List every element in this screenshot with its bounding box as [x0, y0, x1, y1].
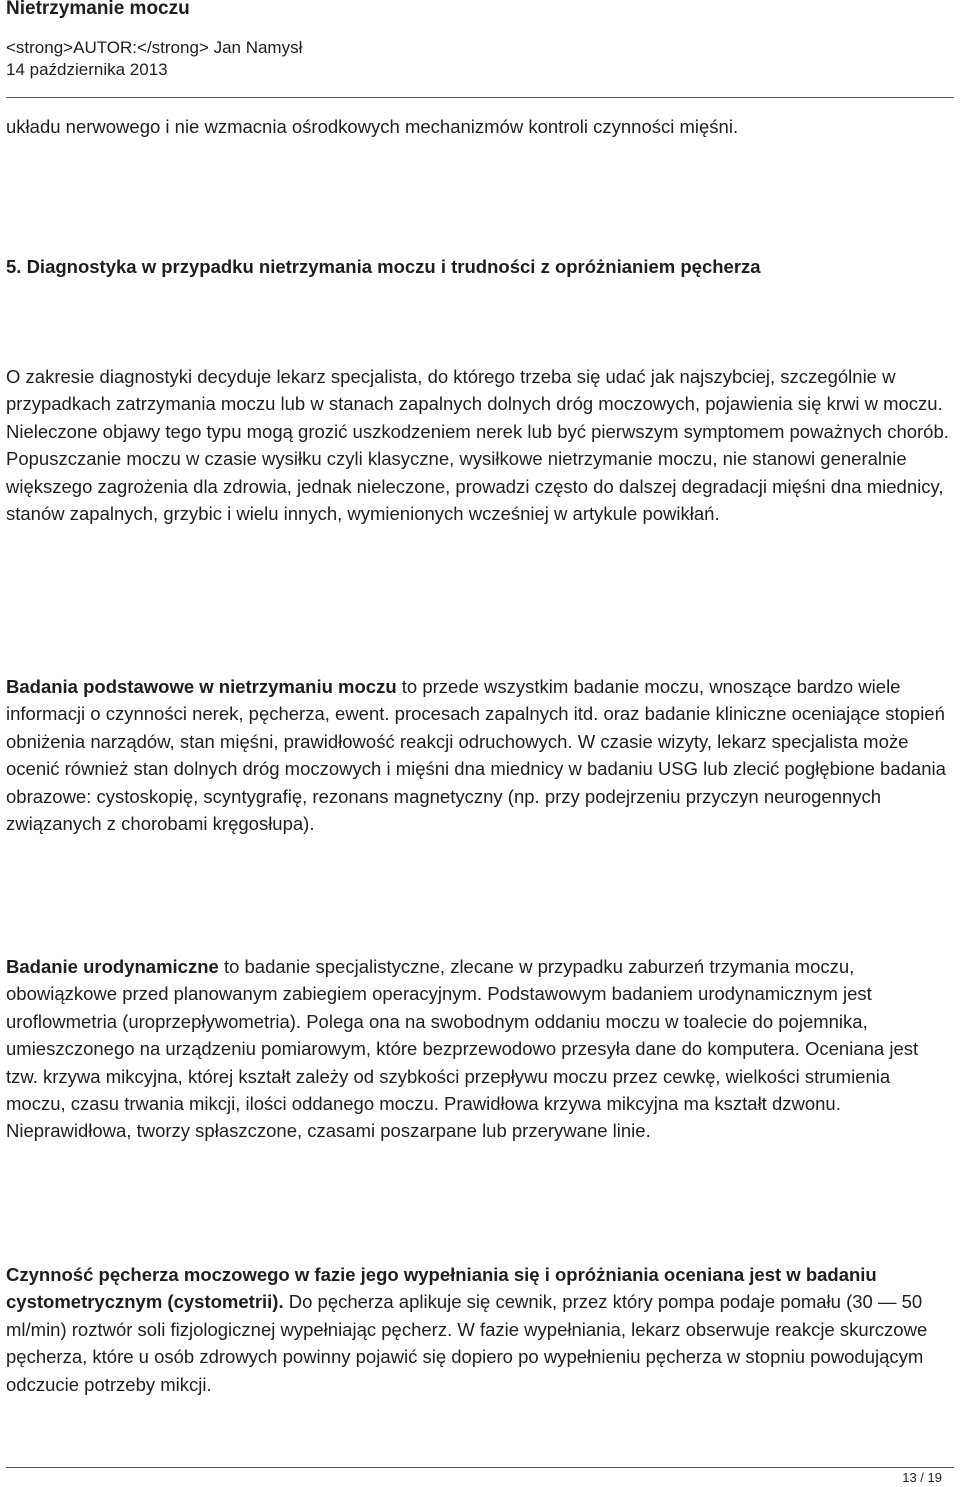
page-header	[6, 0, 954, 80]
urodynamic-text: to badanie specjalistyczne, zlecane w przypadku zaburzeń trzymania moczu, obowiązkowe przed planowanym zabiegiem operacyjnym. Podstawowym badaniem urodynamicznym jest uroflowmetria (uroprzepływometria). Polega ona na swobodnym oddaniu moczu w toalecie do pojemnika, umieszczonego na urządzeniu pomiarowym, które bezprzewodowo przesyła dane do komputera. Oceniana jest tzw. krzywa mikcyjna, której kształt zależy od szybkości przepływu moczu przez cewkę, wielkości strumienia moczu, czasu trwania mikcji, ilości oddanego moczu. Prawidłowa krzywa mikcyjna ma kształt dzwonu. Nieprawidłowa, tworzy spłaszczone, czasami poszarpane lub przerywane linie.	[6, 956, 919, 1142]
document-title: Nietrzymanie moczu	[6, 0, 190, 19]
author-line: <strong>AUTOR:</strong> Jan Namysł	[6, 38, 303, 57]
diagnostics-paragraph: O zakresie diagnostyki decyduje lekarz specjalista, do którego trzeba się udać jak najszybciej, szczególnie w przypadkach zatrzymania moczu lub w stanach zapalnych dolnych dróg moczowych, pojawienia się krwi w moczu. Nieleczone objawy tego typu mogą grozić uszkodzeniem nerek lub być pierwszym symptomem poważnych chorób. Popuszczanie moczu w czasie wysiłku czyli klasyczne, wysiłkowe nietrzymanie moczu, nie stanowi generalnie większego zagrożenia dla zdrowia, jednak nieleczone, prowadzi często do dalszej degradacji mięśni dna miednicy, stanów zapalnych, grzybic i wielu innych, wymienionych wcześniej w artykule powikłań.	[6, 366, 949, 525]
basic-tests-text: to przede wszystkim badanie moczu, wnoszące bardzo wiele informacji o czynności nerek, pęcherza, ewent. procesach zapalnych itd. oraz badanie kliniczne oceniające stopień obniżenia narządów, stan mięśni, prawidłowość reakcji odruchowych. W czasie wizyty, lekarz specjalista może ocenić również stan dolnych dróg moczowych i mięśni dna miednicy w badaniu USG lub zlecić pogłębione badania obrazowe: cystoskopię, scyntygrafię, rezonans magnetyczny (np. przy podejrzeniu przyczyn neurogennych związanych z chorobami kręgosłupa).	[6, 676, 946, 835]
page-number: 13 / 19	[902, 1470, 942, 1485]
section-heading: 5. Diagnostyka w przypadku nietrzymania moczu i trudności z opróżnianiem pęcherza	[6, 256, 761, 277]
publication-date: 14 października 2013	[6, 60, 168, 79]
cystometry-text: Do pęcherza aplikuje się cewnik, przez który pompa podaje pomału (30 — 50 ml/min) roztwór soli fizjologicznej wypełniając pęcherz. W fazie wypełniania, lekarz obserwuje reakcje skurczowe pęcherza, które u osób zdrowych powinny pojawić się dopiero po wypełnieniu pęcherza w stopniu powodującym odczucie potrzeby mikcji.	[6, 1291, 928, 1395]
cystometry-paragraph	[6, 1261, 954, 1398]
urodynamic-paragraph	[6, 953, 954, 1145]
continuation-paragraph: układu nerwowego i nie wzmacnia ośrodkowych mechanizmów kontroli czynności mięśni.	[6, 116, 739, 137]
footer-divider	[6, 1467, 954, 1468]
urodynamic-lead: Badanie urodynamiczne	[6, 956, 219, 977]
basic-tests-lead: Badania podstawowe w nietrzymaniu moczu	[6, 676, 397, 697]
header-divider	[6, 97, 954, 98]
cystometry-lead: Czynność pęcherza moczowego w fazie jego wypełniania się i opróżniania oceniana jest w badaniu cystometrycznym (cystometrii).	[6, 1264, 877, 1313]
basic-tests-paragraph	[6, 673, 954, 837]
